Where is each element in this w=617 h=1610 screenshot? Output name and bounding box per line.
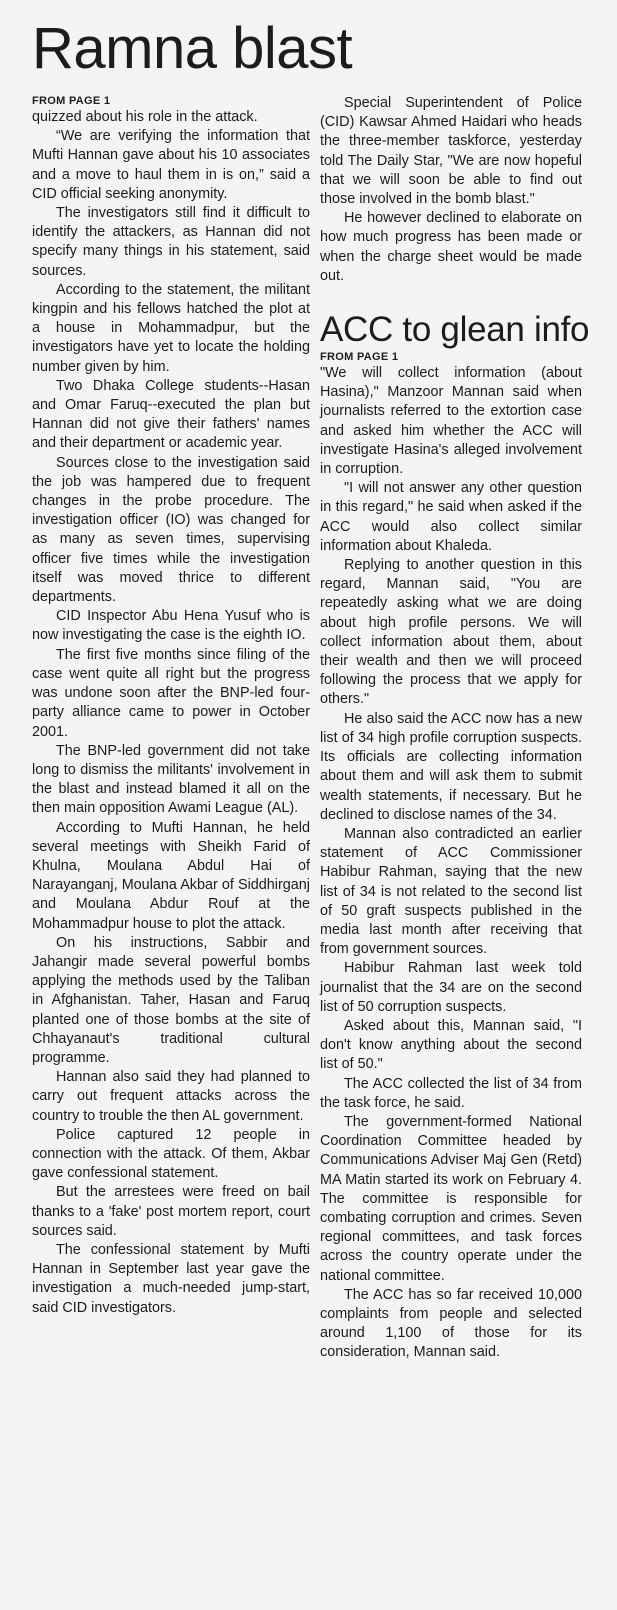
paragraph: The first five months since filing of the case went quite all right but the progress was undone soon after the BNP-led four-party alliance came to power in October 2001.	[32, 646, 310, 740]
paragraph: "I will not answer any other question in this regard," he said when asked if the ACC would also collect similar information about Khaleda.	[320, 480, 582, 554]
paragraph: He also said the ACC now has a new list of 34 high profile corruption suspects. Its officials are collecting information about them and will ask them to submit wealth statements, if necessary. But he declined to disclose names of the 34.	[320, 710, 582, 823]
paragraph: Sources close to the investigation said the job was hampered due to frequent changes in the probe procedure. The investigation officer (IO) was changed for as many as seven times, supervising officer five times while the investigation itself was moved thrice to different departments.	[32, 454, 310, 606]
paragraph: The confessional statement by Mufti Hannan in September last year gave the investigation a much-needed jump-start, said CID investigators.	[32, 1241, 310, 1316]
jump-label: FROM PAGE 1	[32, 95, 111, 107]
paragraph: “We are verifying the information that Mufti Hannan gave about his 10 associates and a move to haul them in is on,” said a CID official seeking anonymity.	[32, 128, 310, 202]
paragraph: The ACC collected the list of 34 from the task force, he said.	[320, 1075, 582, 1111]
paragraph: Habibur Rahman last week told journalist that the 34 are on the second list of 50 corruption suspects.	[320, 960, 582, 1015]
paragraph: The ACC has so far received 10,000 complaints from people and selected around 1,100 of those for its consideration, Mannan said.	[320, 1286, 582, 1361]
paragraph: According to Mufti Hannan, he held several meetings with Sheikh Farid of Khulna, Moulana Abdul Hai of Narayanganj, Moulana Akbar of Siddhirganj and Moulana Abdur Rouf at the Mohammadpur house to plot the attack.	[32, 819, 310, 932]
paragraph: "We will collect information (about Hasina)," Manzoor Mannan said when journalists referred to the extortion case and asked him whether the ACC will investigate Hasina's alleged involvement in corruption.	[320, 365, 582, 478]
story-headline-ramna-blast: Ramna blast	[32, 16, 353, 81]
story-column-left	[32, 94, 310, 1318]
paragraph: The investigators still find it difficult to identify the attackers, as Hannan did not specify many things in his statement, said sources.	[32, 205, 310, 279]
paragraph: CID Inspector Abu Hena Yusuf who is now investigating the case is the eighth IO.	[32, 608, 310, 644]
paragraph: Special Superintendent of Police (CID) Kawsar Ahmed Haidari who heads the three-member taskforce, yesterday told The Daily Star, "We are now hopeful that we will soon be able to find out those involved in the bomb blast."	[320, 95, 582, 208]
paragraph: The government-formed National Coordination Committee headed by Communications Adviser Maj Gen (Retd) MA Matin started its work on February 4. The committee is responsible for combating corruption and crimes. Seven regional committees, and task forces across the country operate under the national committee.	[320, 1113, 582, 1284]
paragraph: quizzed about his role in the attack.	[32, 109, 258, 125]
paragraph: Two Dhaka College students--Hasan and Omar Faruq--executed the plan but Hannan did not give their fathers' names and their department or academic year.	[32, 377, 310, 452]
story-column-right	[320, 94, 590, 1363]
paragraph: According to the statement, the militant kingpin and his fellows hatched the plot at a house in Mohammadpur, but the investigators have yet to locate the holding number given by him.	[32, 281, 310, 375]
paragraph: Police captured 12 people in connection with the attack. Of them, Akbar gave confessional statement.	[32, 1126, 310, 1182]
paragraph: The BNP-led government did not take long to dismiss the militants' involvement in the blast and instead blamed it all on the then main opposition Awami League (AL).	[32, 742, 310, 817]
paragraph: On his instructions, Sabbir and Jahangir made several powerful bombs applying the methods used by the Taliban in Afghanistan. Taher, Hasan and Faruq planted one of those bombs at the site of Chhayanaut's traditional cultural programme.	[32, 934, 310, 1066]
paragraph: Replying to another question in this regard, Mannan said, "You are repeatedly asking what we are doing about high profile persons. We will collect information about them, about their wealth and then we will proceed following the process that we apply for others."	[320, 557, 582, 708]
paragraph: Asked about this, Mannan said, "I don't know anything about the second list of 50."	[320, 1017, 582, 1073]
jump-label: FROM PAGE 1	[320, 351, 399, 364]
paragraph: But the arrestees were freed on bail thanks to a 'fake' post mortem report, court sources said.	[32, 1184, 310, 1239]
paragraph: Mannan also contradicted an earlier statement of ACC Commissioner Habibur Rahman, saying that the new list of 34 is not related to the second list of 50 graft suspects published in the media last month after receiving that from government sources.	[320, 825, 582, 958]
story-headline-acc: ACC to glean info	[320, 310, 590, 350]
paragraph: Hannan also said they had planned to carry out frequent attacks across the country to trouble the then AL government.	[32, 1069, 310, 1124]
paragraph: He however declined to elaborate on how much progress has been made or when the charge sheet would be made out.	[320, 210, 582, 284]
